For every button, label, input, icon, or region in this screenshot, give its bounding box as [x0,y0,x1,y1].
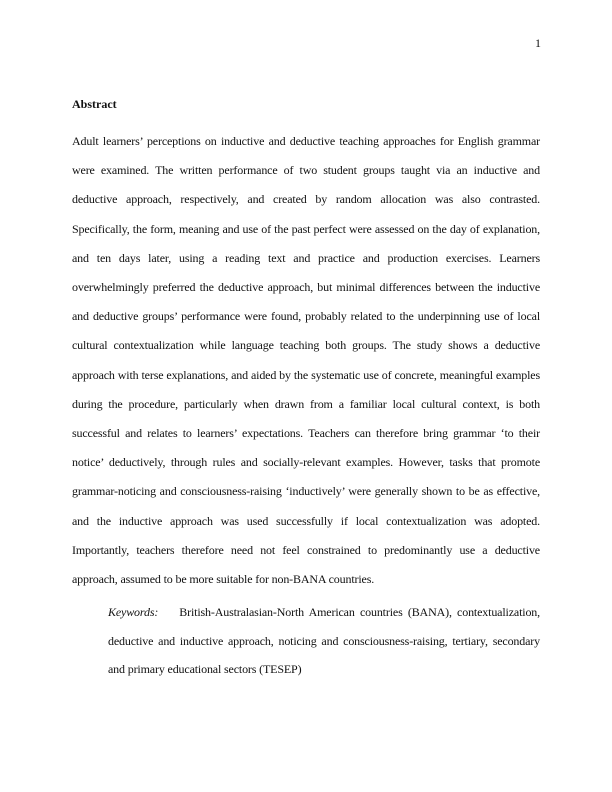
abstract-heading: Abstract [72,97,117,111]
keywords-text: British-Australasian-North American countries (BANA), contextualization, deductive and inductive approach, noticing and consciousness-raising, tertiary, secondary and primary educational sectors (TESEP) [108,605,540,677]
page-number: 1 [535,36,541,50]
keywords-label: Keywords: [108,605,159,619]
abstract-paragraph: Adult learners’ perceptions on inductive and deductive teaching approaches for English grammar were examined. The written performance of two student groups taught via an inductive and deductive approach, respectively, and created by random allocation was also contrasted. Specifically, the form, meaning and use of the past perfect were assessed on the day of explanation, and ten days later, using a reading text and practice and production exercises. Learners overwhelmingly preferred the deductive approach, but minimal differences between the inductive and deductive groups’ performance were found, probably related to the underpinning use of local cultural contextualization while language teaching both groups. The study shows a deductive approach with terse explanations, and aided by the systematic use of concrete, meaningful examples during the procedure, particularly when drawn from a familiar local cultural context, is both successful and relates to learners’ expectations. Teachers can therefore bring grammar ‘to their notice’ deductively, through rules and socially-relevant examples. However, tasks that promote grammar-noticing and consciousness-raising ‘inductively’ were generally shown to be as effective, and the inductive approach was used successfully if local contextualization was adopted. Importantly, teachers therefore need not feel constrained to predominantly use a deductive approach, assumed to be more suitable for non-BANA countries. [72,134,540,587]
keywords-section [108,598,540,684]
